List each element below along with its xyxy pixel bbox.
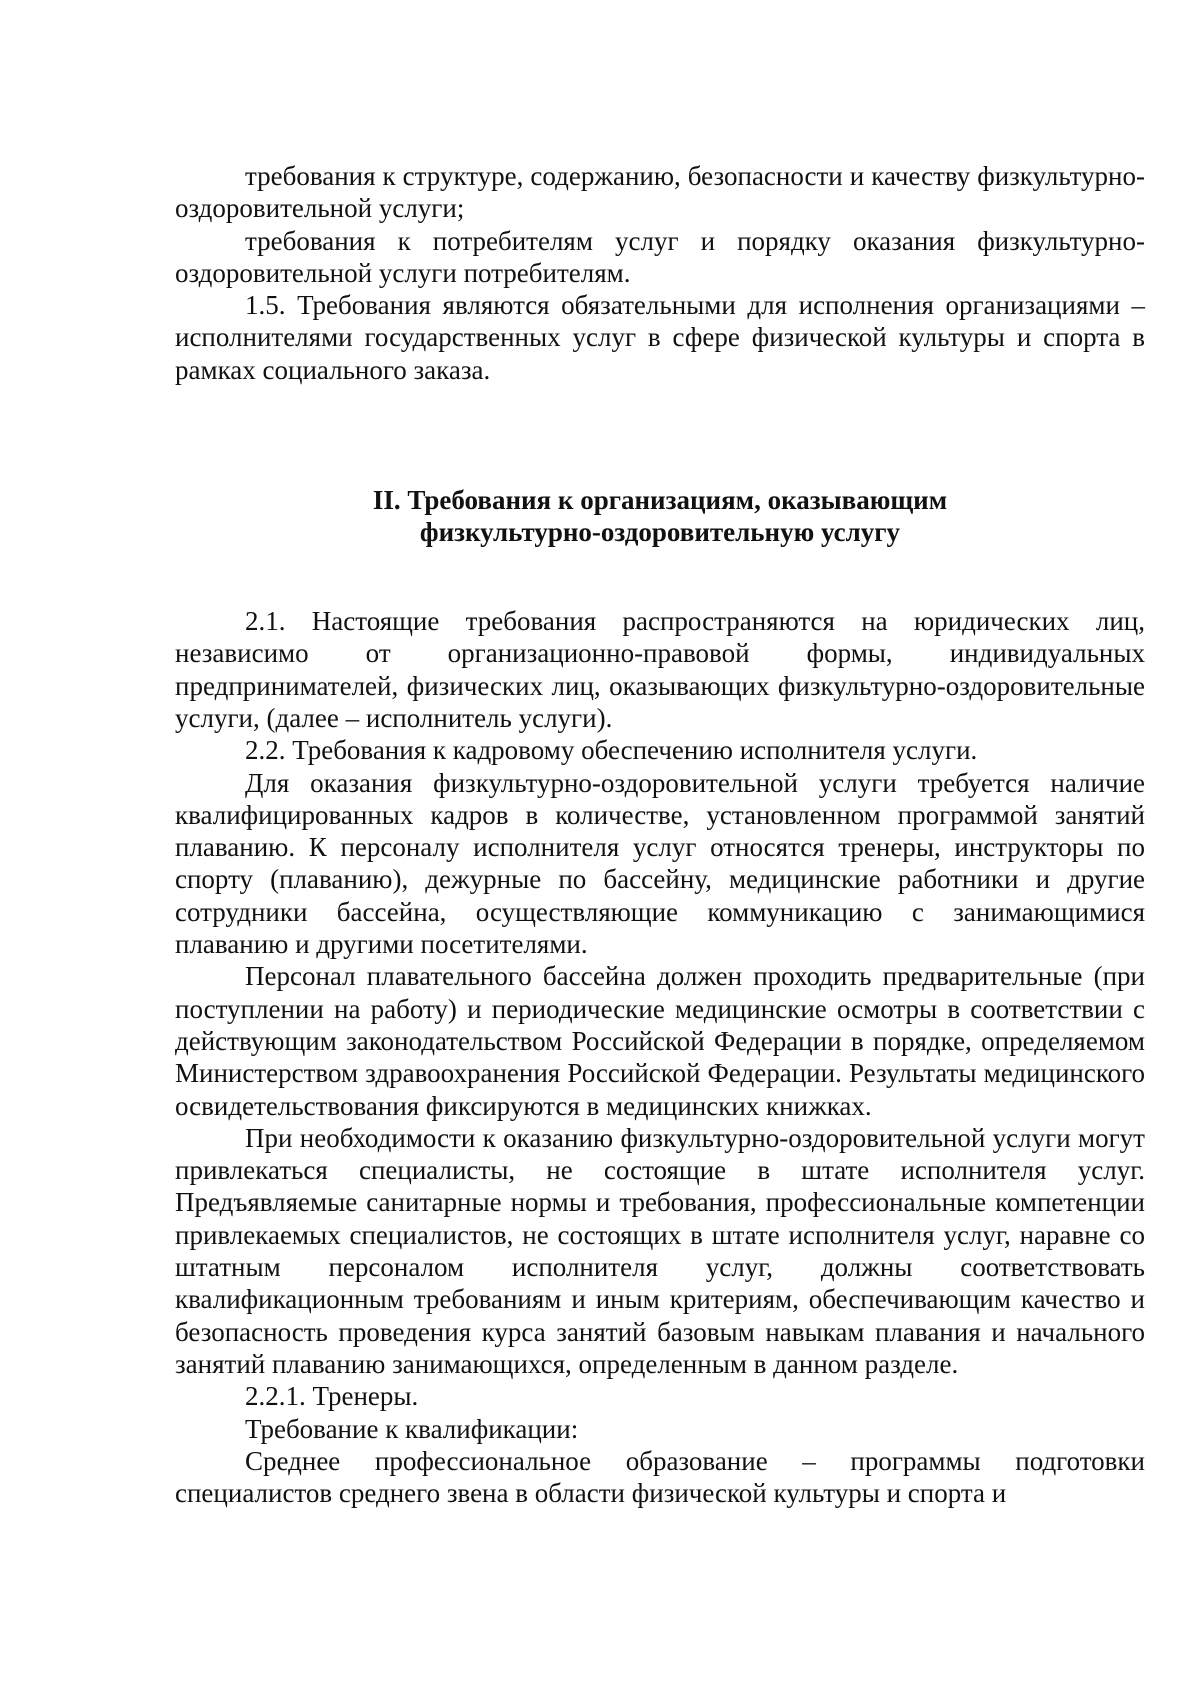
paragraph-medical-exams: Персонал плавательного бассейна должен проходить предварительные (при поступлении на работу) и периодические медицинские осмотры в соответствии с действующим законодательством Российской Федерации в порядке, определяемом Министерством здравоохранения Российской Федерации. Результаты медицинского освидетельствования фиксируются в медицинских книжках. <box>175 961 1145 1121</box>
paragraph-2-1: 2.1. Настоящие требования распространяются на юридических лиц, независимо от организационно-правовой формы, индивидуальных предпринимателей, физических лиц, оказывающих физкультурно-оздоровительные услуги, (далее – исполнитель услуги). <box>175 606 1145 733</box>
paragraph-external-specialists: При необходимости к оказанию физкультурно-оздоровительной услуги могут привлекаться специалисты, не состоящие в штате исполнителя услуг. Предъявляемые санитарные нормы и требования, профессиональные компетенции привлекаемых специалистов, не состоящих в штате исполнителя услуг, наравне со штатным персоналом исполнителя услуг, должны соответствовать квалификационным требованиям и иным критериям, обеспечивающим качество и безопасность проведения курса занятий базовым навыкам плавания и начального занятий плаванию занимающихся, определенным в данном разделе. <box>175 1122 1145 1379</box>
paragraph-2-2: 2.2. Требования к кадровому обеспечению исполнителя услуги. <box>245 735 978 766</box>
paragraph-qualification-requirement: Требование к квалификации: <box>245 1413 579 1444</box>
paragraph-2-2-1: 2.2.1. Тренеры. <box>245 1381 419 1412</box>
paragraph-requirements-structure: требования к структуре, содержанию, безопасности и качеству физкультурно-оздоровительной услуги; <box>175 161 1145 224</box>
section-heading-line-1: II. Требования к организациям, оказывающим <box>372 485 948 516</box>
paragraph-secondary-education: Среднее профессиональное образование – программы подготовки специалистов среднего звена в области физической культуры и спорта и <box>175 1445 1145 1509</box>
paragraph-qualified-staff: Для оказания физкультурно-оздоровительной услуги требуется наличие квалифицированных кадров в количестве, установленном программой занятий плаванию. К персоналу исполнителя услуг относятся тренеры, инструкторы по спорту (плаванию), дежурные по бассейну, медицинские работники и другие сотрудники бассейна, осуществляющие коммуникацию с занимающимися плаванию и другими посетителями. <box>175 767 1145 960</box>
paragraph-1-5: 1.5. Требования являются обязательными для исполнения организациями – исполнителями государственных услуг в сфере физической культуры и спорта в рамках социального заказа. <box>175 290 1145 385</box>
paragraph-requirements-consumers: требования к потребителям услуг и порядку оказания физкультурно-оздоровительной услуги потребителям. <box>175 225 1145 288</box>
document-page <box>175 160 1145 1509</box>
section-heading-line-2: физкультурно-оздоровительную услугу <box>419 517 901 548</box>
section-heading <box>175 484 1145 548</box>
